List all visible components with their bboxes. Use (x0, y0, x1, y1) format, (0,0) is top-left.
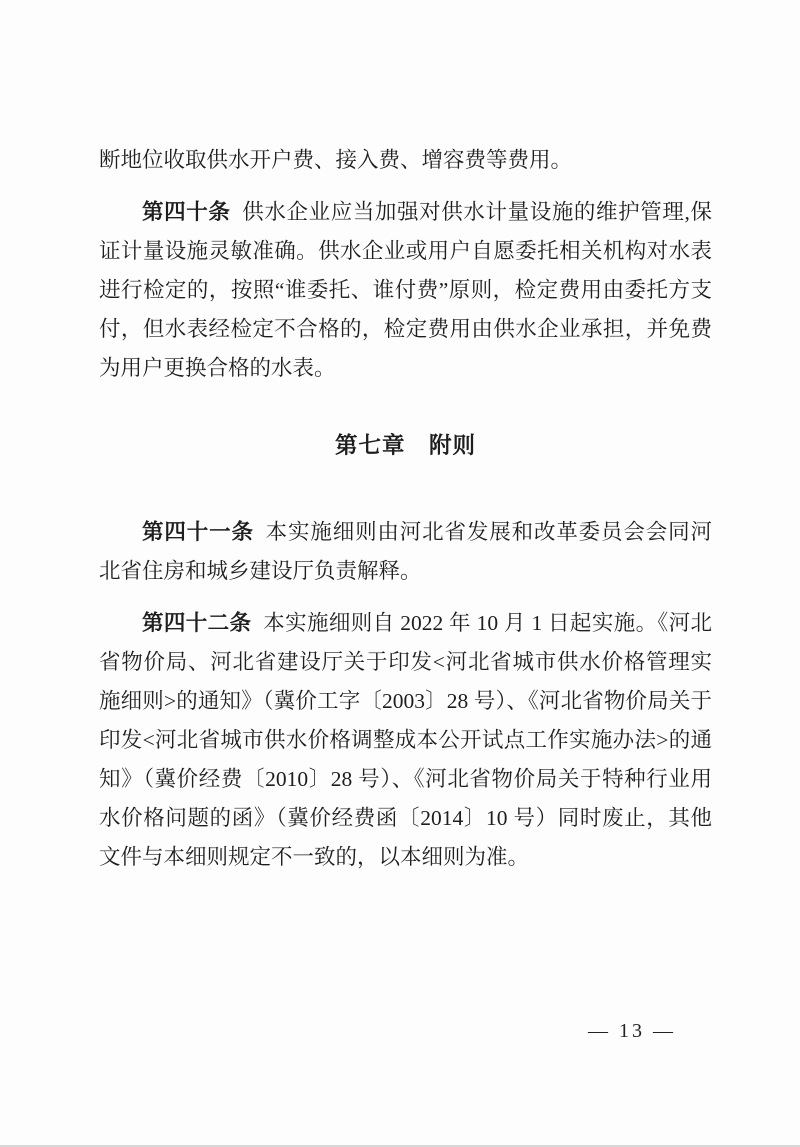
chapter-heading: 第七章 附则 (334, 433, 476, 458)
article-40-text: 供水企业应当加强对供水计量设施的维护管理,保证计量设施灵敏准确。供水企业或用户自愿委托相关机构对水表进行检定的，按照“谁委托、谁付费”原则，检定费用由委托方支付，但水表经检定不合格的，检定费用由供水企业承担，并免费为用户更换合格的水表。 (99, 200, 712, 380)
paragraph-article-42 (99, 604, 712, 877)
document-content (99, 141, 712, 890)
article-41-label: 第四十一条 (142, 520, 254, 544)
paragraph-continuation-text: 断地位收取供水开户费、接入费、增容费等费用。 (99, 148, 573, 172)
paragraph-continuation (99, 141, 712, 180)
article-42-text: 本实施细则自 2022 年 10 月 1 日起实施。《河北省物价局、河北省建设厅关于印发<河北省城市供水价格管理实施细则>的通知》（冀价工字〔2003〕28 号）、《河北省物价局关于印发<河北省城市供水价格调整成本公开试点工作实施办法>的通知》（冀价经费〔2010〕28 号）、《河北省物价局关于特种行业用水价格问题的函》（冀价经费函〔2014〕10 号）同时废止，其他文件与本细则规定不一致的，以本细则为准。 (99, 611, 712, 869)
paragraph-article-40 (99, 193, 712, 388)
page-number: — 13 — (588, 1020, 676, 1042)
article-41-text: 本实施细则由河北省发展和改革委员会会同河北省住房和城乡建设厅负责解释。 (99, 520, 712, 583)
article-40-label: 第四十条 (142, 200, 231, 224)
article-42-label: 第四十二条 (142, 611, 252, 635)
paragraph-article-41 (99, 513, 712, 591)
